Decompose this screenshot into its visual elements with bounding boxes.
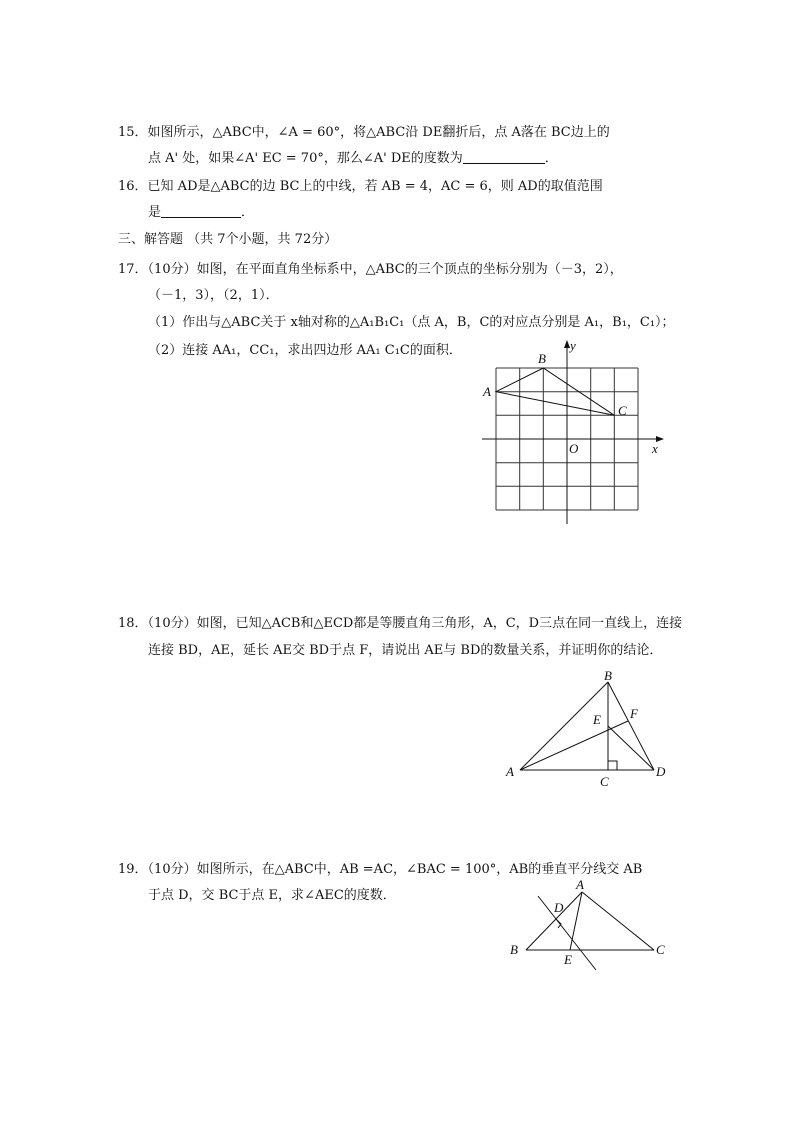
q19-line-ae bbox=[570, 892, 582, 950]
q17-part-2: （2）连接 AA₁，CC₁，求出四边形 AA₁ C₁C的面积． bbox=[148, 343, 462, 358]
q18-right-angle-mark bbox=[608, 761, 617, 770]
q18-line-af bbox=[520, 721, 628, 770]
q18-label-a: A bbox=[506, 764, 514, 779]
q17-part-1: （1）作出与△ABC关于 x轴对称的△A₁B₁C₁（点 A，B，C的对应点分别是 A₁，B₁，C₁）； bbox=[148, 315, 675, 330]
q18-label-c: C bbox=[600, 774, 609, 789]
q15-line-2-end: ． bbox=[544, 151, 558, 166]
q18-label-f: F bbox=[630, 706, 638, 721]
q19-label-a: A bbox=[576, 878, 584, 892]
q16-line-2 bbox=[148, 204, 254, 222]
q18-label-e: E bbox=[593, 712, 601, 727]
q16-line-2-text: 是 bbox=[148, 205, 162, 220]
q17-label-b: B bbox=[538, 351, 546, 366]
q19-line-ac bbox=[582, 892, 654, 950]
q19-right-angle-mark bbox=[556, 919, 561, 928]
q17-label-x: x bbox=[652, 441, 658, 456]
q17-coordinate-figure bbox=[478, 338, 668, 528]
section-3-title: 三、解答题 （共 7个小题，共 72分） bbox=[118, 232, 338, 247]
q18-line-1: 18．（10分）如图，已知△ACB和△ECD都是等腰直角三角形，A，C，D三点在同一直线上，连接 bbox=[118, 616, 683, 631]
q18-label-d: D bbox=[656, 764, 666, 779]
q17-line-1: 17．（10分）如图，在平面直角坐标系中，△ABC的三个顶点的坐标分别为（－3，2）， bbox=[118, 262, 623, 277]
q17-label-c: C bbox=[618, 403, 627, 418]
q18-figure bbox=[498, 666, 678, 796]
q15-line-1: 15．如图所示，△ABC中，∠A = 60°，将△ABC沿 DE翻折后，点 A落在 BC边上的 bbox=[118, 125, 610, 140]
q19-label-d: D bbox=[554, 900, 564, 915]
q19-label-b: B bbox=[510, 942, 518, 957]
q17-line-2: （－1，3），（2，1）． bbox=[148, 288, 279, 303]
q19-line-1: 19．（10分）如图所示，在△ABC中，AB =AC，∠BAC = 100°，AB的垂直平分线交 AB bbox=[118, 862, 643, 877]
q18-label-b: B bbox=[604, 668, 612, 683]
q16-answer-blank[interactable] bbox=[161, 205, 241, 218]
q19-figure bbox=[498, 878, 678, 976]
q18-line-2: 连接 BD，AE，延长 AE交 BD于点 F，请说出 AE与 BD的数量关系，并证明你的结论． bbox=[148, 643, 663, 658]
q19-label-c: C bbox=[656, 942, 665, 957]
q17-label-o: O bbox=[569, 441, 579, 456]
q16-line-2-end: ． bbox=[241, 205, 255, 220]
q15-line-2 bbox=[148, 150, 558, 168]
q16-line-1: 16．已知 AD是△ABC的边 BC上的中线，若 AB = 4，AC = 6，则 AD的取值范围 bbox=[118, 179, 603, 194]
q19-label-e: E bbox=[564, 952, 572, 967]
q15-line-2-text: 点 A' 处，如果∠A' EC = 70°，那么∠A' DE的度数为 bbox=[148, 151, 463, 166]
q19-line-2: 于点 D，交 BC于点 E，求∠AEC的度数． bbox=[148, 888, 396, 903]
q17-label-a: A bbox=[483, 384, 491, 399]
q17-label-y: y bbox=[570, 338, 576, 353]
q18-line-bd bbox=[608, 682, 654, 770]
q15-answer-blank[interactable] bbox=[463, 151, 545, 164]
q18-line-ed bbox=[608, 726, 654, 770]
